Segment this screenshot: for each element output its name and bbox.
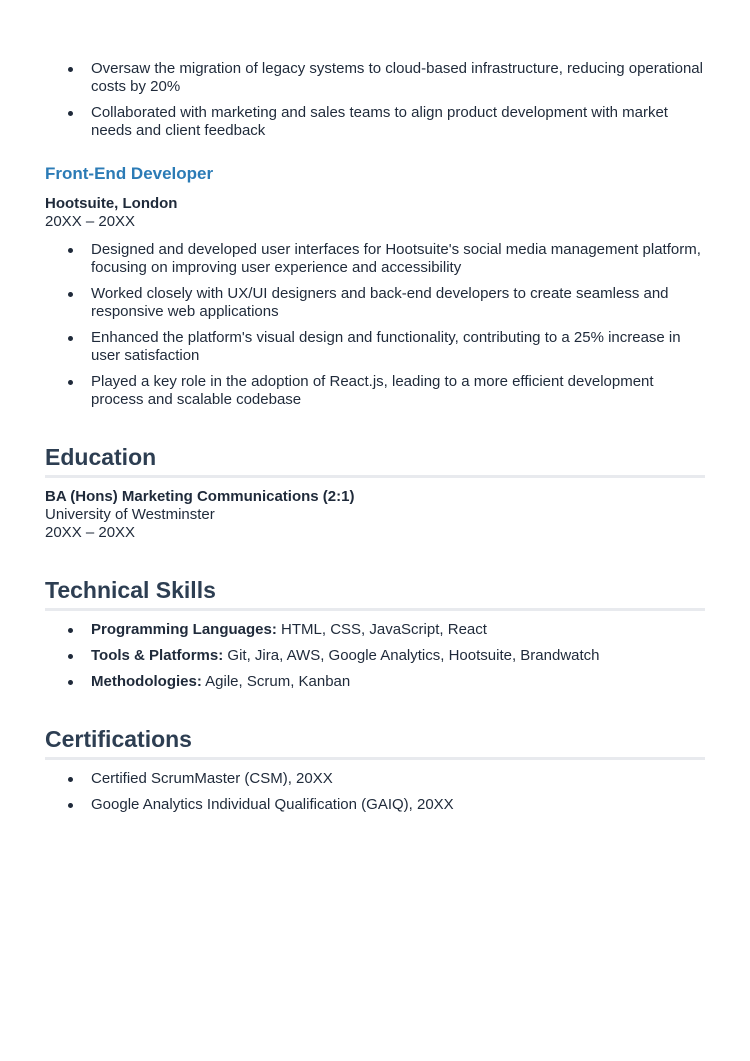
skill-label: Programming Languages: xyxy=(91,621,277,638)
list-item: Oversaw the migration of legacy systems to cloud-based infrastructure, reducing operational costs by 20% xyxy=(45,60,705,96)
list-item xyxy=(45,647,705,665)
list-item xyxy=(45,673,705,691)
job-employer: Hootsuite, London xyxy=(45,195,178,212)
skills-list xyxy=(45,621,705,691)
list-item: Worked closely with UX/UI designers and back-end developers to create seamless and responsive web applications xyxy=(45,285,705,321)
resume-page xyxy=(45,60,705,822)
list-item: Enhanced the platform's visual design and functionality, contributing to a 25% increase in user satisfaction xyxy=(45,329,705,365)
section-heading: Technical Skills xyxy=(45,576,705,611)
education-degree: BA (Hons) Marketing Communications (2:1) xyxy=(45,488,355,505)
list-item: Certified ScrumMaster (CSM), 20XX xyxy=(45,770,705,788)
skill-label: Methodologies: xyxy=(91,673,202,690)
job-dates: 20XX – 20XX xyxy=(45,213,136,230)
skill-value: Git, Jira, AWS, Google Analytics, Hootsuite, Brandwatch xyxy=(223,647,600,664)
section-heading: Education xyxy=(45,443,705,478)
job-entry xyxy=(45,163,705,409)
list-item: Designed and developed user interfaces for Hootsuite's social media management platform, focusing on improving user experience and accessibility xyxy=(45,241,705,277)
skill-value: Agile, Scrum, Kanban xyxy=(201,673,351,690)
education-dates: 20XX – 20XX xyxy=(45,524,136,541)
job-title: Front-End Developer xyxy=(45,164,214,183)
list-item xyxy=(45,621,705,639)
list-item: Played a key role in the adoption of React.js, leading to a more efficient development process and scalable codebase xyxy=(45,373,705,409)
previous-job-bullets xyxy=(45,60,705,140)
list-item: Collaborated with marketing and sales teams to align product development with market needs and client feedback xyxy=(45,104,705,140)
job-bullets xyxy=(45,241,705,409)
skills-section xyxy=(45,576,705,691)
certifications-section xyxy=(45,725,705,814)
section-heading: Certifications xyxy=(45,725,705,760)
skill-label: Tools & Platforms: xyxy=(91,647,224,664)
certifications-list xyxy=(45,770,705,814)
skill-value: HTML, CSS, JavaScript, React xyxy=(276,621,487,638)
list-item: Google Analytics Individual Qualification (GAIQ), 20XX xyxy=(45,796,705,814)
education-section xyxy=(45,443,705,542)
education-institution: University of Westminster xyxy=(45,506,215,523)
